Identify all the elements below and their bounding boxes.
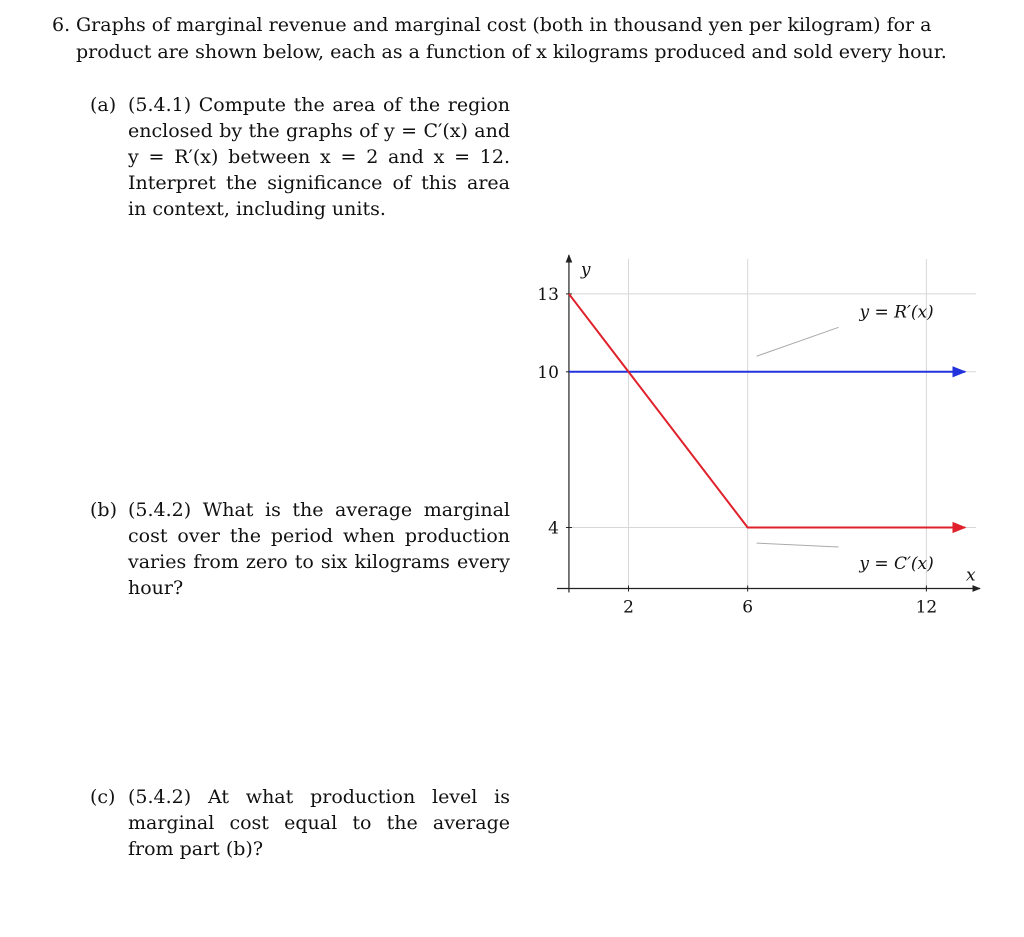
problem-number: 6. [52, 14, 71, 36]
y-tick-label-10: 10 [537, 362, 559, 383]
part-a-text: (5.4.1) Compute the area of the region enclosed by the graphs of y = C′(x) and y = R′(x) between x = 2 and x = 12. Interpret the significance of this area in context, including units. [128, 94, 510, 220]
part-b-text: (5.4.2) What is the average marginal cost over the period when production varies from zero to six kilograms every hour? [128, 499, 510, 599]
y-tick-label-13: 13 [537, 284, 559, 305]
problem-statement [52, 12, 992, 66]
part-c [90, 784, 510, 862]
y-tick-label-4: 4 [548, 518, 559, 539]
part-a [90, 92, 510, 222]
problem-text: Graphs of marginal revenue and marginal cost (both in thousand yen per kilogram) for a product are shown below, each as a function of x kilograms produced and sold every hour. [76, 14, 947, 63]
part-c-text: (5.4.2) At what production level is marginal cost equal to the average from part (b)? [128, 786, 510, 860]
x-tick-label-12: 12 [915, 597, 938, 618]
series-pointer-cost [757, 543, 839, 547]
part-b-label: (b) [90, 499, 117, 521]
part-b [90, 497, 510, 601]
series-pointer-revenue [757, 327, 839, 356]
part-a-label: (a) [90, 94, 117, 116]
series-label-revenue: y = R′(x) [859, 302, 934, 323]
marginal-graph [537, 255, 980, 618]
part-c-label: (c) [90, 786, 116, 808]
x-axis-label: x [966, 565, 976, 586]
y-axis-label: y [580, 260, 591, 280]
marginal-chart-svg [537, 255, 980, 618]
series-label-cost: y = C′(x) [859, 554, 934, 575]
x-tick-label-2: 2 [623, 597, 634, 618]
x-tick-label-6: 6 [742, 597, 754, 618]
